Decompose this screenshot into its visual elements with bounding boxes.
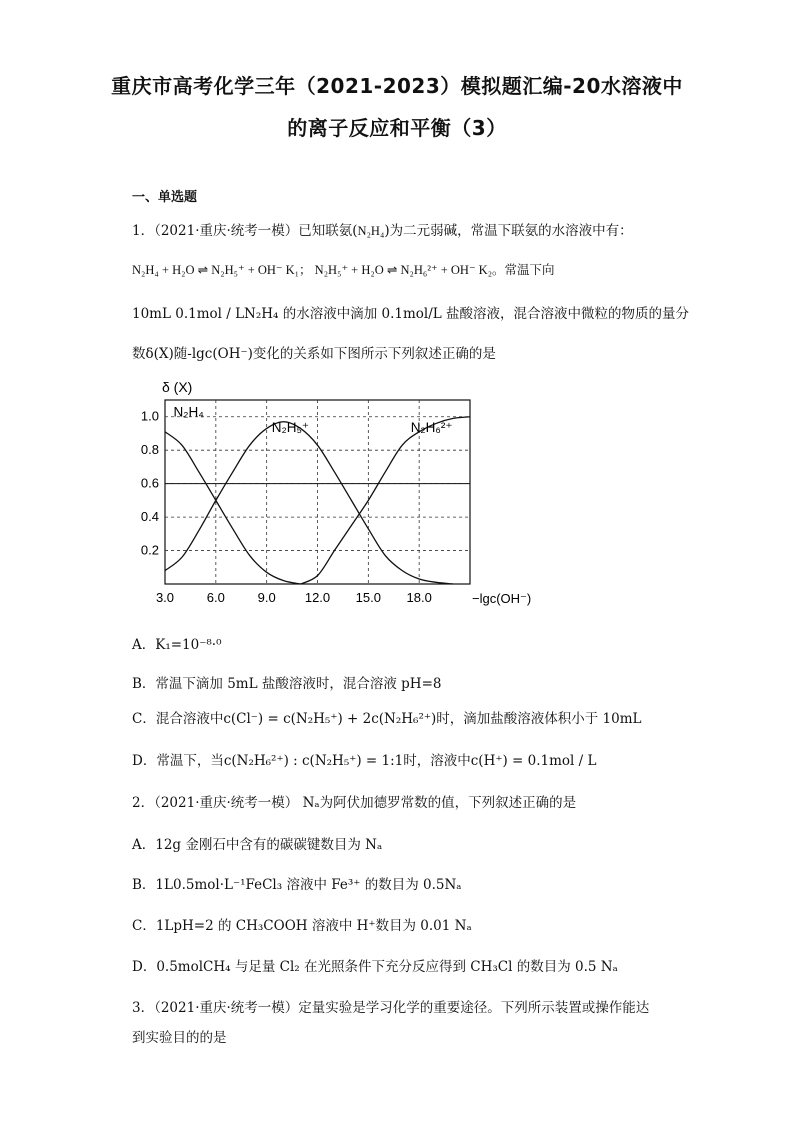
q2-stem: 2．（2021·重庆·统考一模） Nₐ为阿伏加德罗常数的值，下列叙述正确的是 [132, 795, 577, 811]
q2-option-d: D．0.5molCH₄ 与足量 Cl₂ 在光照条件下充分反应得到 CH₃Cl 的数目为 0.5 Nₐ [132, 959, 618, 975]
q1-stem-line-1 [132, 219, 633, 239]
x-axis-label: −lgc(OH⁻) [472, 591, 532, 606]
series-label-2: N₂H₅⁺ [271, 419, 310, 435]
page-title-line-2: 的离子反应和平衡（3） [287, 116, 507, 140]
q1-formula: N₂H₄ [357, 224, 385, 238]
y-axis-label: δ (X) [162, 379, 193, 395]
series-label-1: N₂H₄ [173, 404, 204, 420]
x-tick-label: 6.0 [206, 590, 225, 605]
q1-stem-line-3: 10mL 0.1mol / LN₂H₄ 的水溶液中滴加 0.1mol/L 盐酸溶液，混合溶液中微粒的物质的量分 [132, 306, 690, 322]
x-tick-label: 3.0 [155, 590, 175, 605]
q2-option-a: A．12g 金刚石中含有的碳碳键数目为 Nₐ [132, 837, 383, 853]
y-tick-label: 0.6 [140, 475, 159, 491]
q1-equations [132, 260, 555, 278]
q2-option-b: B．1L0.5mol·L⁻¹FeCl₃ 溶液中 Fe³⁺ 的数目为 0.5Nₐ [132, 877, 462, 893]
y-tick-label: 0.4 [140, 509, 159, 525]
q1-stem-line-4: 数δ(X)随-lgc(OH⁻)变化的关系如下图所示下列叙述正确的是 [132, 346, 496, 362]
q3-stem-line-2: 到实验目的的是 [132, 1030, 227, 1046]
y-tick-label: 1.0 [140, 408, 159, 424]
q1-option-c: C．混合溶液中c(Cl⁻) = c(N₂H₅⁺) + 2c(N₂H₆²⁺)时，滴加盐酸溶液体积小于 10mL [132, 711, 642, 727]
q1-stem-text-b: )为二元弱碱，常温下联氨的水溶液中有： [384, 223, 633, 239]
q1-equation-1: N₂H₄ + H₂O ⇌ N₂H₅⁺ + OH⁻ K₁； [132, 263, 312, 277]
x-tick-label: 12.0 [304, 590, 331, 605]
section-heading: 一、单选题 [132, 190, 198, 205]
series-line-3 [301, 417, 470, 584]
q1-option-d: D．常温下，当c(N₂H₆²⁺) : c(N₂H₅⁺) = 1:1时，溶液中c(H⁺) = 0.1mol / L [132, 753, 597, 769]
q1-option-a: A．K₁=10⁻⁸·⁰ [132, 637, 222, 653]
series-line-2 [165, 419, 453, 584]
q1-equation-2: N₂H₅⁺ + H₂O ⇌ N₂H₆²⁺ + OH⁻ K₂。常温下向 [314, 263, 555, 277]
y-tick-label: 0.2 [140, 542, 159, 558]
x-tick-label: 15.0 [355, 590, 381, 605]
q3-stem-line-1: 3．（2021·重庆·统考一模）定量实验是学习化学的重要途径。下列所示装置或操作能达 [132, 1000, 650, 1016]
series-label-3: N₂H₆²⁺ [410, 419, 453, 435]
q2-option-c: C．1LpH=2 的 CH₃COOH 溶液中 H⁺数目为 0.01 Nₐ [132, 918, 472, 934]
x-tick-label: 9.0 [257, 590, 276, 605]
distribution-chart [130, 376, 532, 616]
page-title-line-1: 重庆市高考化学三年（2021-2023）模拟题汇编-20水溶液中 [111, 74, 683, 98]
y-tick-label: 0.8 [140, 442, 159, 458]
q1-option-b: B．常温下滴加 5mL 盐酸溶液时，混合溶液 pH=8 [132, 676, 442, 692]
series-line-1 [165, 432, 301, 584]
q1-stem-text-a: 1．（2021·重庆·统考一模）已知联氨( [132, 223, 358, 239]
x-tick-label: 18.0 [406, 590, 432, 605]
